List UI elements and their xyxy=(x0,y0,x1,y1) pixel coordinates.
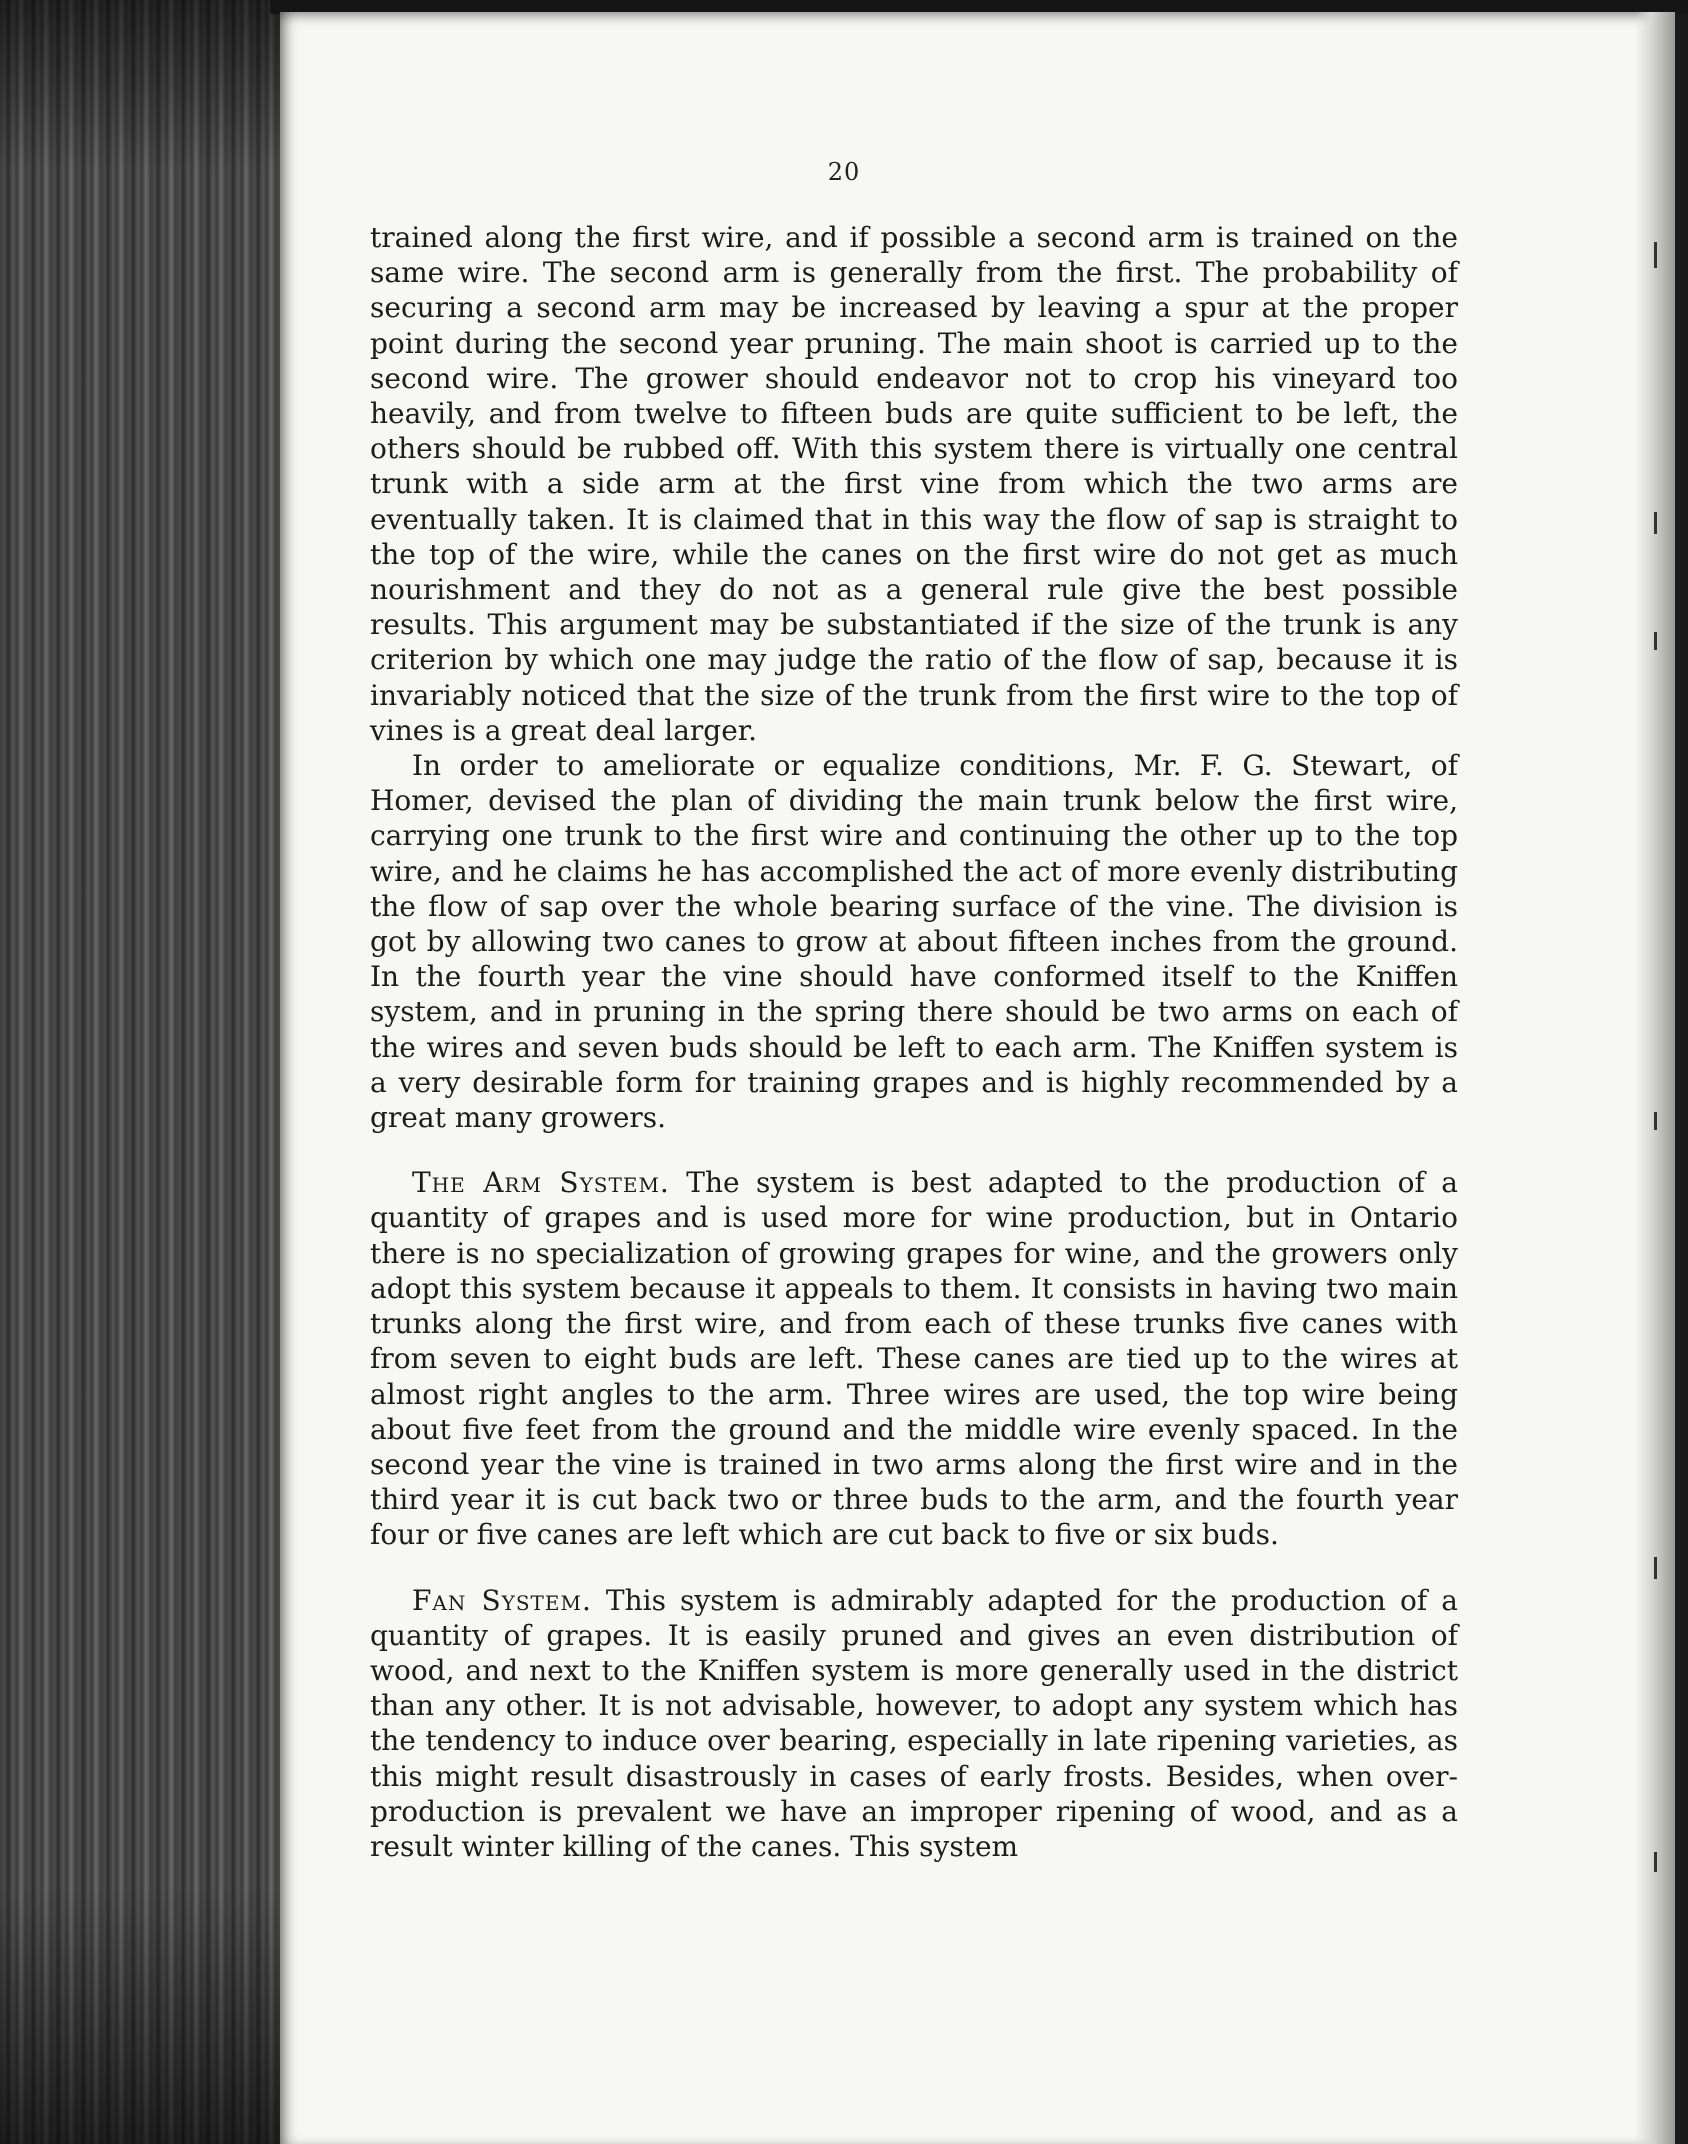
section-heading-fan-system: Fan System. xyxy=(412,1583,592,1617)
paragraph-stewart-method: In order to ameliorate or equalize conditions, Mr. F. G. Stewart, of Homer, devised the plan of dividing the main trunk below the first wire, carrying one trunk to the first wire and continuing the other up to the top wire, and he claims he has accomplished the act of more evenly distributing the flow of sap over the whole bearing surface of the vine. The division is got by allowing two canes to grow at about fifteen inches from the ground. In the fourth year the vine should have conformed itself to the Kniffen system, and in pruning in the spring there should be two arms on each of the wires and seven buds should be left to each arm. The Kniffen system is a very desirable form for training grapes and is highly recommended by a great many growers. xyxy=(370,749,1458,1135)
edge-mark xyxy=(1654,1112,1657,1130)
paragraph-kniffen-continued: trained along the first wire, and if possible a second arm is trained on the same wire. The second arm is generally from the first. The probability of securing a second arm may be increased by leaving a spur at the proper point during the second year pruning. The main shoot is carried up to the second wire. The grower should endeavor not to crop his vineyard too heavily, and from twelve to fifteen buds are quite sufficient to be left, the others should be rubbed off. With this system there is virtually one central trunk with a side arm at the first vine from which the two arms are eventually taken. It is claimed that in this way the flow of sap is straight to the top of the wire, while the canes on the first wire do not get as much nourishment and they do not as a general rule give the best possible results. This argument may be substantiated if the size of the trunk is any criterion by which one may judge the ratio of the flow of sap, because it is invariably noticed that the size of the trunk from the first wire to the top of vines is a great deal larger. xyxy=(370,221,1458,747)
edge-mark xyxy=(1654,1852,1657,1872)
page-binding-edge xyxy=(1635,12,1675,2144)
body-text xyxy=(370,220,1458,1864)
paragraph-fan-system-text: This system is admirably adapted for the production of a quantity of grapes. It is easily pruned and gives an even distribution of wood, and next to the Kniffen system is more generally used in the district than any other. It is not advisable, however, to adopt any system which has the tendency to induce over bearing, especially in late ripening varieties, as this might result disastrously in cases of early frosts. Besides, when over-production is prevalent we have an improper ripening of wood, and as a result winter killing of the canes. This system xyxy=(370,1583,1458,1863)
edge-mark xyxy=(1654,632,1657,650)
paragraph-arm-system-text: The system is best adapted to the production of a quantity of grapes and is used more for wine production, but in Ontario there is no specialization of growing grapes for wine, and the growers only adopt this system because it appeals to them. It consists in having two main trunks along the first wire, and from each of these trunks five canes with from seven to eight buds are left. These canes are tied up to the wires at almost right angles to the arm. Three wires are used, the top wire being about five feet from the ground and the middle wire evenly spaced. In the second year the vine is trained in two arms along the first wire and in the third year it is cut back two or three buds to the arm, and the fourth year four or five canes are left which are cut back to five or six buds. xyxy=(370,1166,1458,1552)
paragraph-fan-system xyxy=(370,1583,1458,1865)
stacked-page-edges xyxy=(0,0,290,2144)
edge-mark xyxy=(1654,512,1657,534)
paragraph-arm-system xyxy=(370,1165,1458,1552)
section-heading-arm-system: The Arm System. xyxy=(412,1166,670,1200)
edge-mark xyxy=(1654,242,1657,268)
edge-mark xyxy=(1654,1557,1657,1579)
page-number: 20 xyxy=(827,158,861,186)
